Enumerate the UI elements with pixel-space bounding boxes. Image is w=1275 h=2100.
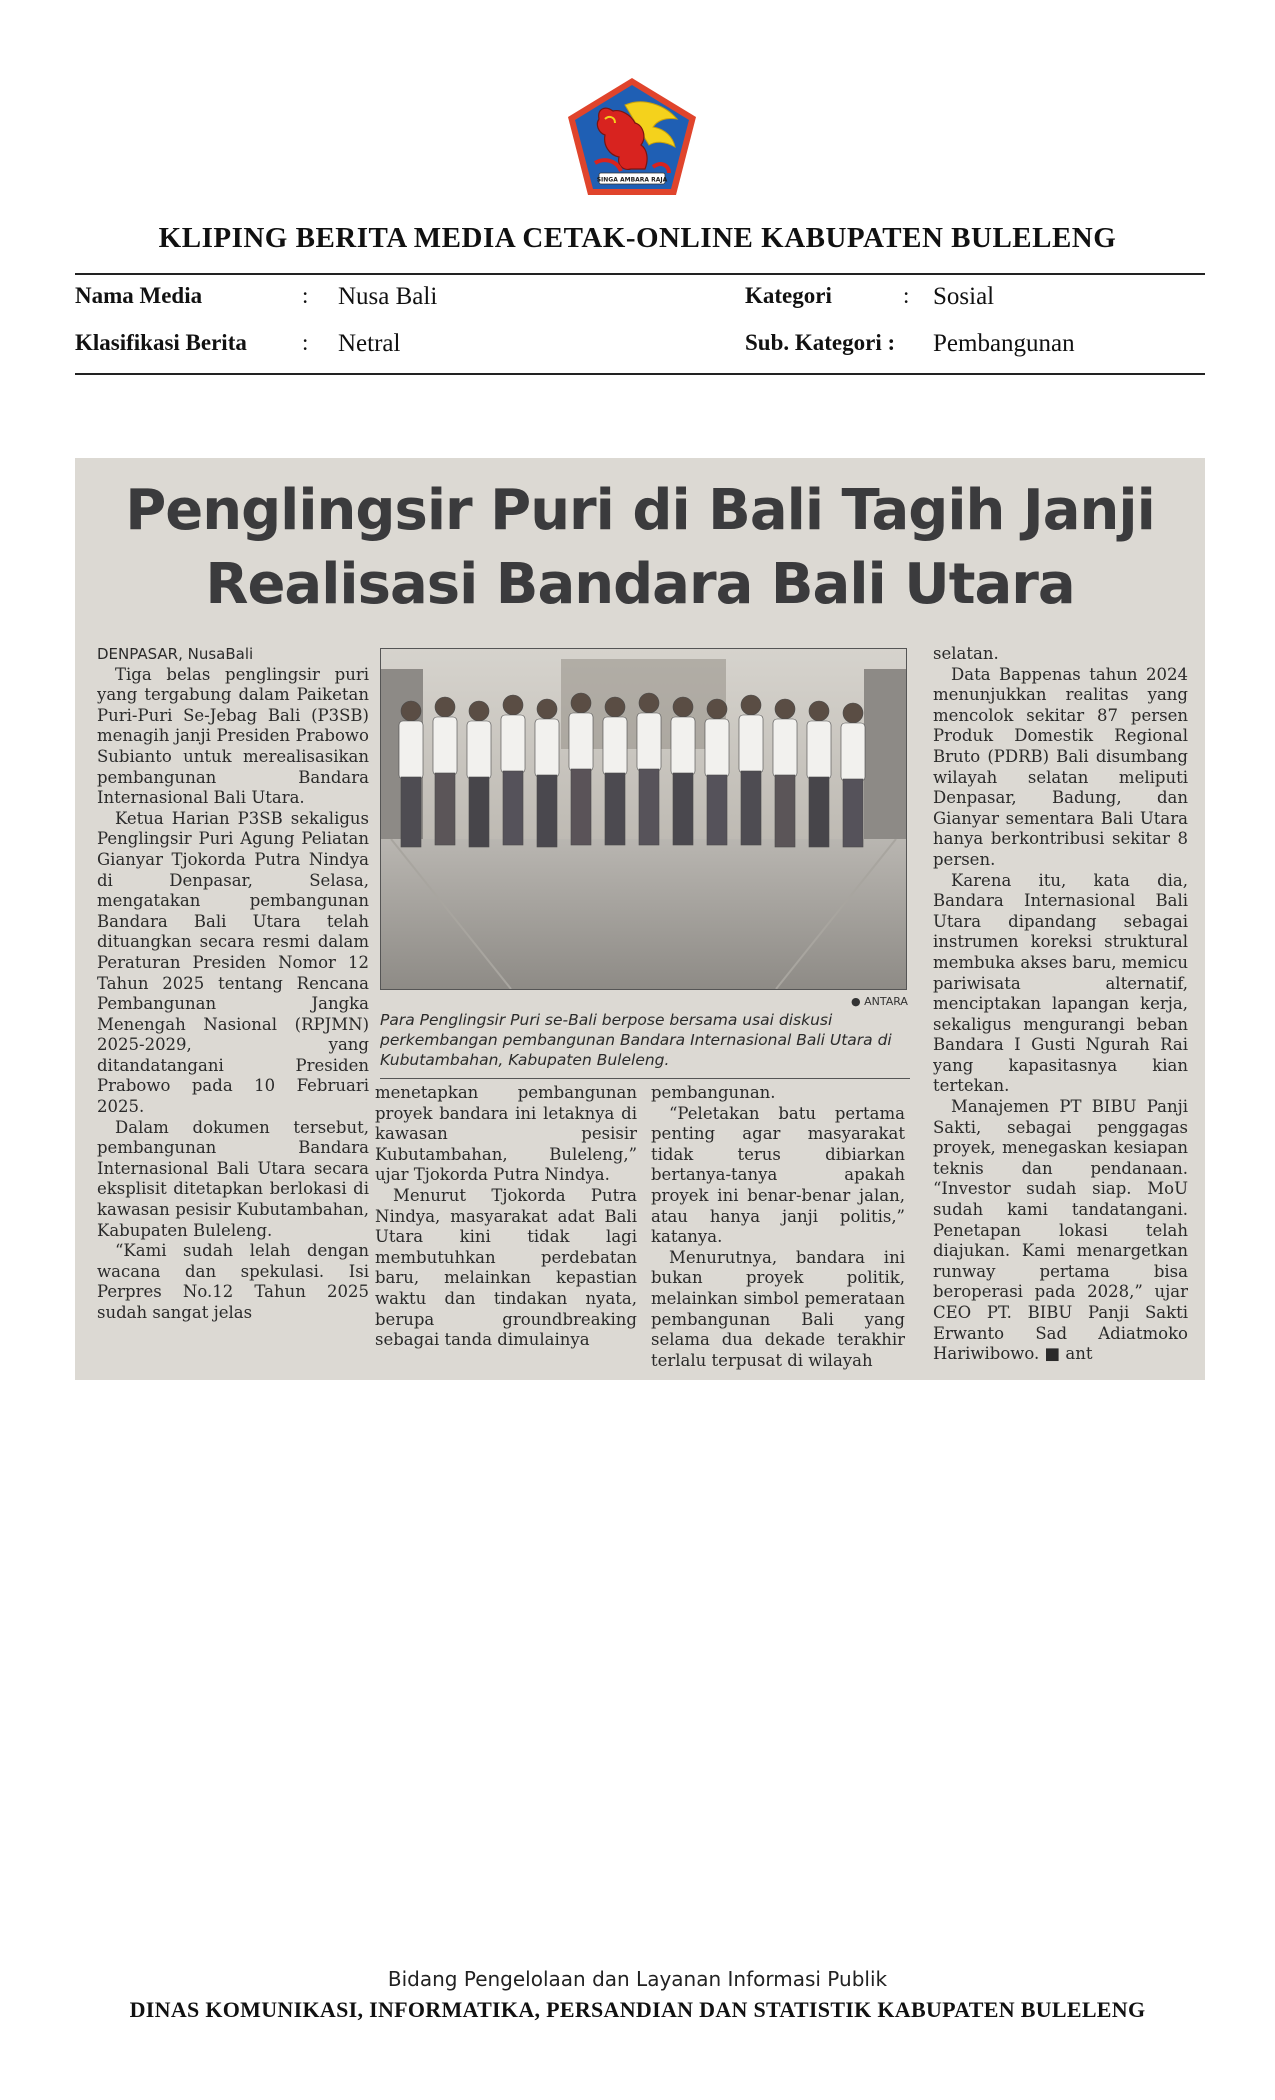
- article-paragraph: Dalam dokumen tersebut, pembangunan Bandara Internasional Bali Utara secara eksplisit ditetapkan berlokasi di kawasan pesisir Kubutambahan, Kabupaten Buleleng.: [97, 1117, 369, 1240]
- colon-kategori: :: [903, 283, 910, 308]
- value-kategori: Sosial: [933, 283, 995, 310]
- value-nama-media: Nusa Bali: [338, 283, 438, 310]
- article-column-4: [933, 644, 1188, 1369]
- label-nama-media: Nama Media: [75, 283, 203, 308]
- article-paragraph: pembangunan.: [651, 1083, 776, 1102]
- photo-caption: Para Penglingsir Puri se-Bali berpose bersama usai diskusi perkembangan pembangunan Bandara Internasional Bali Utara di Kubutambahan, Kabupaten Buleleng.: [380, 1011, 892, 1069]
- article-paragraph: Manajemen PT BIBU Panji Sakti, sebagai penggagas proyek, menegaskan kesiapan teknis dan pendanaan. “Investor sudah siap. MoU sudah kami tandatangani. Penetapan lokasi telah diajukan. Kami menargetkan runway pertama bisa beroperasi pada 2028,” ujar CEO PT. BIBU Panji Sakti Erwanto Sad Adiatmoko Hariwibowo. ■ ant: [933, 1097, 1188, 1364]
- article-column-1: [97, 644, 369, 1369]
- article-dateline: DENPASAR, NusaBali: [97, 645, 254, 663]
- label-kategori: Kategori: [745, 283, 832, 308]
- article-paragraph: “Peletakan batu pertama penting agar masyarakat tidak terus dibiarkan bertanya-tanya apakah proyek ini benar-benar jalan, atau hanya janji politis,” katanya.: [651, 1103, 905, 1247]
- article-paragraph: Menurutnya, bandara ini bukan proyek politik, melainkan simbol pemerataan pembangunan Bali yang selama dua dekade terakhir terlalu terpusat di wilayah: [651, 1247, 905, 1370]
- photo-credit: ● ANTARA: [851, 995, 908, 1008]
- article-paragraph: “Kami sudah lelah dengan wacana dan spekulasi. Isi Perpres No.12 Tahun 2025 sudah sangat jelas: [97, 1241, 369, 1322]
- value-sub-kategori: Pembangunan: [933, 330, 1075, 357]
- article-column-3: [651, 1083, 905, 1371]
- header-rule-top: [75, 273, 1205, 275]
- article-paragraph: Tiga belas penglingsir puri yang tergabung dalam Paiketan Puri-Puri Se-Jebag Bali (P3SB) menagih janji Presiden Prabowo Subianto untuk merealisasikan pembangunan Bandara Internasional Bali Utara.: [97, 664, 369, 808]
- label-sub-kategori: Sub. Kategori :: [745, 330, 896, 355]
- winged-lion-emblem-icon: [565, 75, 699, 199]
- headline-line-1: Penglingsir Puri di Bali Tagih Janji: [125, 478, 1155, 543]
- article-paragraph: Karena itu, kata dia, Bandara Internasional Bali Utara dipandang sebagai instrumen koreksi struktural membuka akses baru, memicu pariwisata alternatif, menciptakan lapangan kerja, sekaligus mengurangi beban Bandara I Gusti Ngurah Rai yang kapasitasnya kian tertekan.: [933, 870, 1188, 1096]
- colon-klasifikasi: :: [302, 330, 309, 355]
- article-paragraph: Menurut Tjokorda Putra Nindya, masyarakat adat Bali Utara kini tidak lagi membutuhkan perdebatan baru, melainkan kepastian waktu dan tindakan nyata, berupa groundbreaking sebagai tanda dimulainya: [375, 1185, 637, 1350]
- footer-department: Bidang Pengelolaan dan Layanan Informasi Publik: [387, 1967, 888, 1991]
- caption-divider: [380, 1078, 910, 1079]
- article-paragraph: menetapkan pembangunan proyek bandara ini letaknya di kawasan pesisir Kubutambahan, Buleleng,” ujar Tjokorda Putra Nindya.: [375, 1083, 637, 1185]
- logo-banner-text: SINGA AMBARA RAJA: [596, 176, 668, 184]
- header-rule-bottom: [75, 373, 1205, 375]
- value-klasifikasi: Netral: [338, 330, 401, 357]
- colon-nama-media: :: [302, 283, 309, 308]
- label-klasifikasi: Klasifikasi Berita: [75, 330, 247, 355]
- article-paragraph: selatan.: [933, 644, 999, 663]
- newspaper-clipping: [75, 458, 1205, 1380]
- headline-line-2: Realisasi Bandara Bali Utara: [205, 552, 1075, 617]
- group-photo: [380, 648, 907, 990]
- article-paragraph: Data Bappenas tahun 2024 menunjukkan realitas yang mencolok sekitar 87 persen Produk Domestik Regional Bruto (PDRB) Bali disumbang wilayah selatan meliputi Denpasar, Badung, dan Gianyar sementara Bali Utara hanya berkontribusi sekitar 8 persen.: [933, 664, 1188, 869]
- article-paragraph: Ketua Harian P3SB sekaligus Penglingsir Puri Agung Peliatan Gianyar Tjokorda Putra Nindya di Denpasar, Selasa, mengatakan pembangunan Bandara Bali Utara telah dituangkan secara resmi dalam Peraturan Presiden Nomor 12 Tahun 2025 tentang Rencana Pembangunan Jangka Menengah Nasional (RPJMN) 2025-2029, yang ditandatangani Presiden Prabowo pada 10 Februari 2025.: [97, 808, 369, 1117]
- page-title: KLIPING BERITA MEDIA CETAK-ONLINE KABUPATEN BULELENG: [158, 222, 1117, 254]
- article-column-2: [375, 1083, 637, 1371]
- footer-agency: DINAS KOMUNIKASI, INFORMATIKA, PERSANDIAN DAN STATISTIK KABUPATEN BULELENG: [129, 1997, 1146, 2022]
